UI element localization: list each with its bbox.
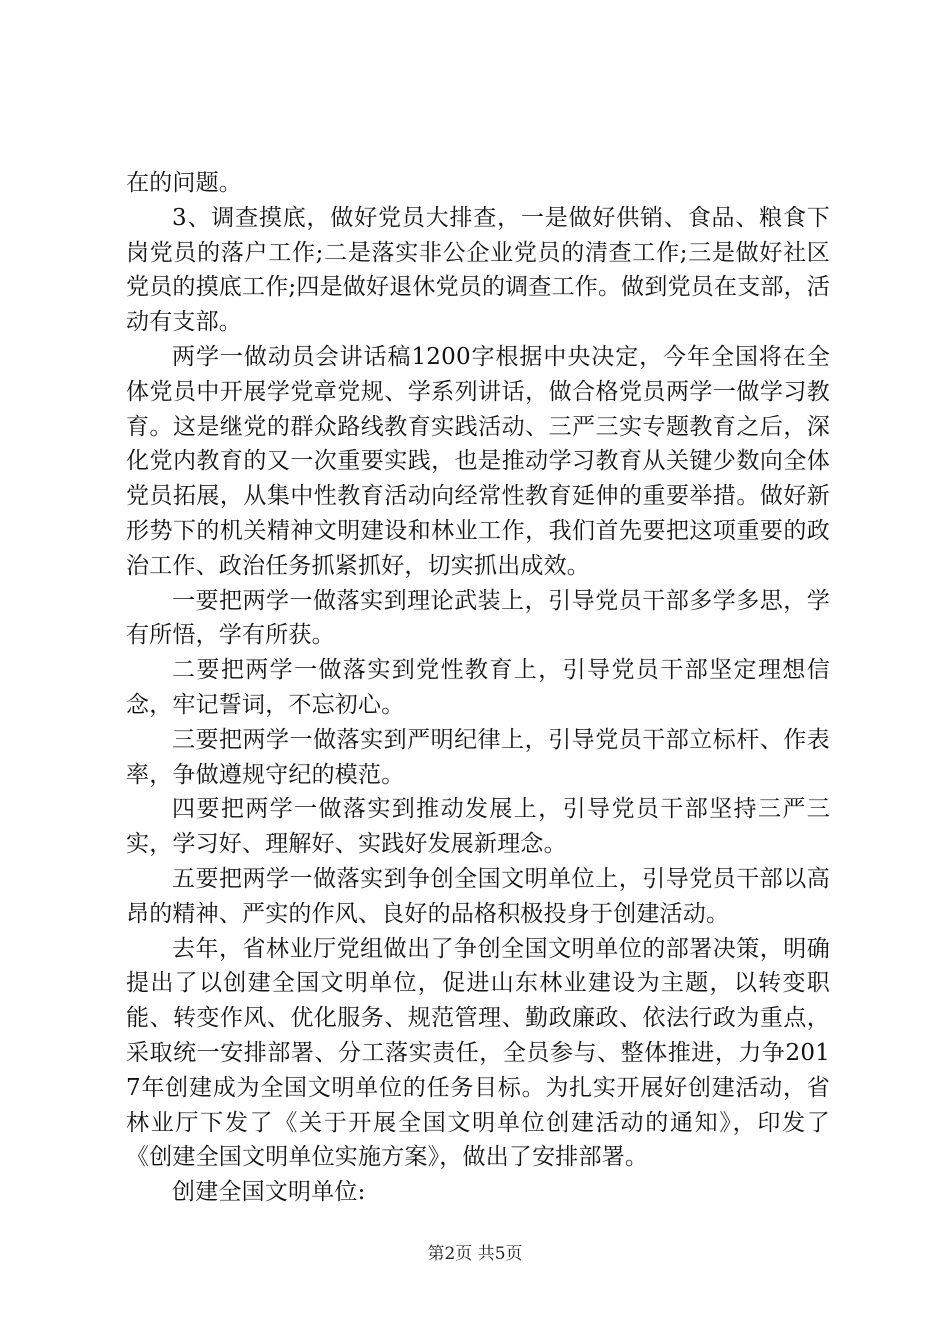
paragraph-point-four: 四要把两学一做落实到推动发展上，引导党员干部坚持三严三实，学习好、理解好、实践好发展新理念。: [126, 796, 830, 858]
paragraph-point-three: 三要把两学一做落实到严明纪律上，引导党员干部立标杆、作表率，争做遵规守纪的模范。: [126, 726, 830, 788]
paragraph-investigation: 3、调查摸底，做好党员大排查，一是做好供销、食品、粮食下岗党员的落户工作;二是落实非公企业党员的清查工作;三是做好社区党员的摸底工作;四是做好退休党员的调查工作。做到党员在支部，活动有支部。: [126, 204, 830, 336]
paragraph-point-two: 二要把两学一做落实到党性教育上，引导党员干部坚定理想信念，牢记誓词，不忘初心。: [126, 657, 830, 718]
paragraph-heading-civilized-unit: 创建全国文明单位:: [172, 1179, 366, 1206]
paragraph-mobilization-speech: 两学一做动员会讲话稿1200字根据中央决定，今年全国将在全体党员中开展学党章党规、学系列讲话，做合格党员两学一做学习教育。这是继党的群众路线教育实践活动、三严三实专题教育之后，深化党内教育的又一次重要实践，也是推动学习教育从关键少数向全体党员拓展，从集中性教育活动向经常性教育延伸的重要举措。做好新形势下的机关精神文明建设和林业工作，我们首先要把这项重要的政治工作、政治任务抓紧抓好，切实抓出成效。: [126, 343, 830, 579]
paragraph-point-five: 五要把两学一做落实到争创全国文明单位上，引导党员干部以高昂的精神、严实的作风、良好的品格积极投身于创建活动。: [126, 865, 830, 927]
document-body: [126, 166, 830, 1210]
paragraph-last-year: 去年，省林业厅党组做出了争创全国文明单位的部署决策，明确提出了以创建全国文明单位，促进山东林业建设为主题，以转变职能、转变作风、优化服务、规范管理、勤政廉政、依法行政为重点，采取统一安排部署、分工落实责任，全员参与、整体推进，力争2017年创建成为全国文明单位的任务目标。为扎实开展好创建活动，省林业厅下发了《关于开展全国文明单位创建活动的通知》，印发了《创建全国文明单位实施方案》，做出了安排部署。: [126, 935, 830, 1171]
paragraph-continuation: 在的问题。: [126, 170, 242, 196]
paragraph-point-one: 一要把两学一做落实到理论武装上，引导党员干部多学多思，学有所悟，学有所获。: [126, 587, 830, 649]
page-number-footer: 第2页 共5页: [427, 1244, 523, 1264]
